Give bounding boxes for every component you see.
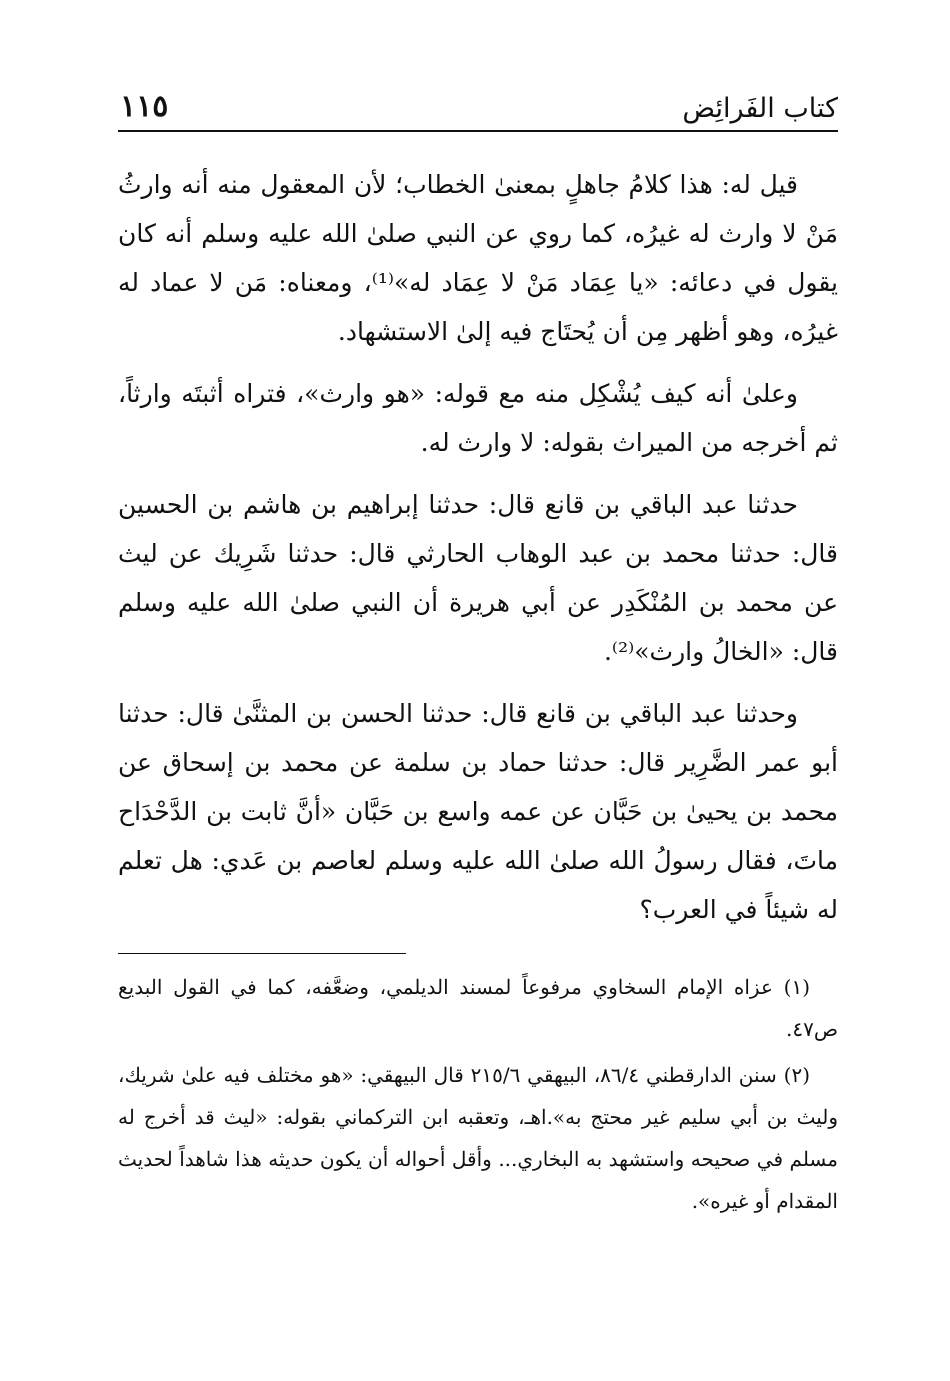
running-title: كتاب الفَرائِض bbox=[682, 93, 838, 124]
header-divider bbox=[118, 130, 838, 132]
paragraph: قيل له: هذا كلامُ جاهلٍ بمعنىٰ الخطاب؛ لأن المعقول منه أنه وارثُ مَنْ لا وارث له غيرُه، كما روي عن النبي صلىٰ الله عليه وسلم أنه كان يقول في دعائه: «يا عِمَاد مَنْ لا عِمَاد له»⁽¹⁾، ومعناه: مَن لا عماد له غيرُه، وهو أظهر مِن أن يُحتَاج فيه إلىٰ الاستشهاد. bbox=[118, 170, 838, 346]
main-text bbox=[118, 160, 838, 947]
paragraph: وحدثنا عبد الباقي بن قانع قال: حدثنا الحسن بن المثنَّىٰ قال: حدثنا أبو عمر الضَّرِير قال: حدثنا حماد بن سلمة عن محمد بن إسحاق عن محمد بن يحيىٰ بن حَبَّان عن عمه واسع بن حَبَّان «أنَّ ثابت بن الدَّحْدَاح ماتَ، فقال رسولُ الله صلىٰ الله عليه وسلم لعاصم بن عَدي: هل تعلم له شيئاً في العرب؟ bbox=[118, 699, 838, 924]
footnote-divider bbox=[118, 953, 406, 954]
page-number: ١١٥ bbox=[120, 89, 169, 124]
paragraph: حدثنا عبد الباقي بن قانع قال: حدثنا إبراهيم بن هاشم بن الحسين قال: حدثنا محمد بن عبد الوهاب الحارثي قال: حدثنا شَرِيك عن ليث عن محمد بن المُنْكَدِر عن أبي هريرة أن النبي صلىٰ الله عليه وسلم قال: «الخالُ وارث»⁽²⁾. bbox=[118, 490, 838, 666]
book-page bbox=[118, 0, 838, 1381]
footnote: (١) عزاه الإمام السخاوي مرفوعاً لمسند الديلمي، وضعَّفه، كما في القول البديع ص٤٧. bbox=[118, 975, 838, 1041]
footnotes bbox=[118, 966, 838, 1226]
footnote: (٢) سنن الدارقطني ٨٦/٤، البيهقي ٢١٥/٦ قال البيهقي: «هو مختلف فيه علىٰ شريك، وليث بن أبي سليم غير محتج به».اهـ، وتعقبه ابن التركماني بقوله: «ليث قد أخرج له مسلم في صحيحه واستشهد به البخاري... وأقل أحواله أن يكون حديثه هذا شاهداً لحديث المقدام أو غيره». bbox=[118, 1063, 838, 1213]
page-header bbox=[118, 82, 838, 132]
paragraph: وعلىٰ أنه كيف يُشْكِل منه مع قوله: «هو وارث»، فتراه أثبتَه وارثاً، ثم أخرجه من الميراث بقوله: لا وارث له. bbox=[118, 379, 838, 457]
